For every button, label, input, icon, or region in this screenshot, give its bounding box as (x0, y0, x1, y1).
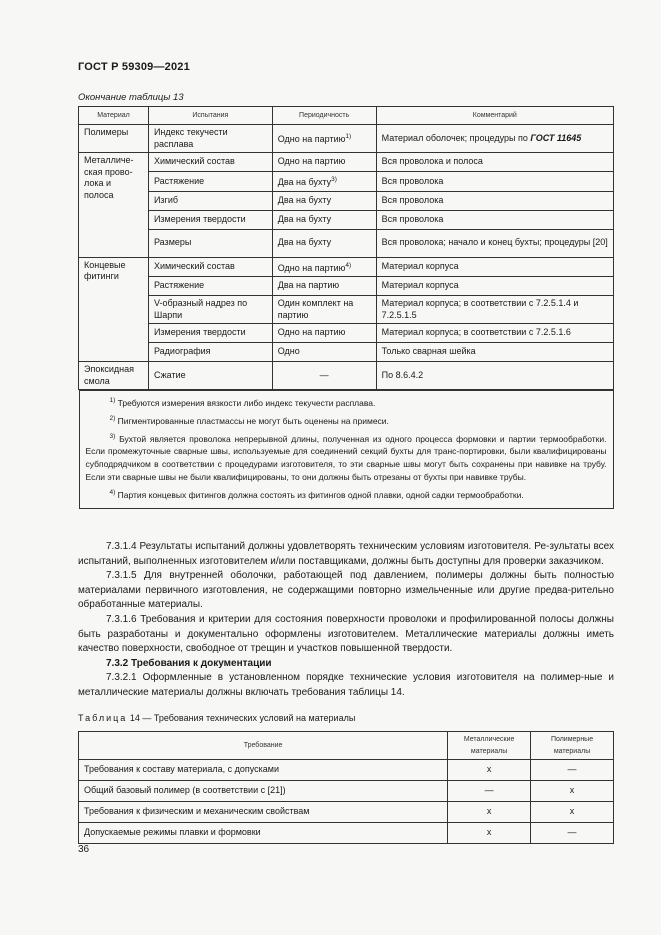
table-row (79, 277, 614, 296)
table-row (79, 172, 614, 192)
footnote (86, 394, 607, 410)
table13-notes (79, 390, 614, 509)
comment-text: Вся проволока; начало и конец бухты; процедуры [20] (381, 237, 608, 248)
test-cell: Сжатие (148, 362, 272, 390)
period-cell (272, 362, 376, 390)
period-cell (272, 343, 376, 362)
comment-text: Материал корпуса (381, 280, 459, 291)
test-cell: Размеры (148, 229, 272, 257)
comment-cell (376, 125, 613, 153)
column-header: Материал (79, 107, 149, 125)
period-cell (272, 153, 376, 172)
comment-cell (376, 153, 613, 172)
material-cell: Эпоксидная смола (79, 362, 149, 390)
test-cell: Растяжение (148, 172, 272, 192)
table-row (79, 781, 614, 802)
table-row (79, 362, 614, 390)
test-cell: Измерения твердости (148, 324, 272, 343)
page-number: 36 (78, 844, 90, 855)
requirement-cell: Требования к составу материала, с допусками (79, 760, 448, 781)
footnote-mark: 2) (109, 414, 116, 422)
material-cell: Концевые фитинги (79, 257, 149, 362)
polymer-cell: x (531, 802, 614, 823)
period-text: Одно на партию (277, 134, 346, 145)
table-row (79, 229, 614, 257)
paragraph: 7.3.1.4 Результаты испытаний должны удовлетворять техническим условиям изготовителя. Ре-зультаты всех испытаний, выполненных изготовителем и/или поставщиками, должны быть доступны для проверки заказчиком. (78, 541, 614, 567)
table-row (79, 153, 614, 172)
period-text: Два на партию (277, 280, 340, 291)
table14-label: Таблица (78, 713, 128, 723)
table14-number: 14 (129, 713, 140, 723)
footnote-text: Пигментированные пластмассы не могут быть оценены на примеси. (117, 415, 389, 426)
table-row (79, 210, 614, 229)
comment-cell (376, 172, 613, 192)
table13-caption: Окончание таблицы 13 (78, 92, 184, 103)
footnote-ref: 1) (345, 133, 352, 141)
table-row (79, 324, 614, 343)
period-cell (272, 296, 376, 324)
polymer-cell: x (531, 781, 614, 802)
requirement-cell: Общий базовый полимер (в соответствии с [21]) (79, 781, 448, 802)
comment-text: Материал корпуса; в соответствии с 7.2.5.1.6 (381, 327, 571, 338)
period-text: Один комплект на партию (277, 298, 354, 320)
paragraph: 7.3.1.5 Для внутренней оболочки, работающей под давлением, полимеры должны быть полностью материалами первичного изготовления, не содержащими повторно измельченные или другие предва-рительно обработанные материалы. (78, 570, 614, 611)
test-cell: Радиография (148, 343, 272, 362)
period-cell (272, 125, 376, 153)
footnote (86, 412, 607, 428)
table14-title: — Требования технических условий на материалы (142, 713, 356, 723)
column-header: Периодичность (272, 107, 376, 125)
standard-header: ГОСТ Р 59309—2021 (78, 61, 190, 73)
period-cell (272, 277, 376, 296)
table-row (79, 257, 614, 277)
period-cell (272, 172, 376, 192)
period-text: Одно на партию (277, 156, 346, 167)
table-13 (78, 106, 614, 509)
table-row (79, 760, 614, 781)
table-row (79, 296, 614, 324)
comment-cell (376, 296, 613, 324)
period-text: Одно (277, 346, 300, 357)
comment-text: По 8.6.4.2 (381, 369, 424, 380)
period-text: Два на бухту (277, 237, 332, 248)
comment-cell (376, 210, 613, 229)
table14-body (79, 760, 614, 844)
test-cell: Растяжение (148, 277, 272, 296)
test-cell: Индекс текучести расплава (148, 125, 272, 153)
test-cell: Химический состав (148, 153, 272, 172)
table-row (79, 823, 614, 844)
footnote (86, 486, 607, 502)
comment-cell (376, 191, 613, 210)
comment-cell (376, 343, 613, 362)
table-14 (78, 731, 614, 844)
test-cell: Химический состав (148, 257, 272, 277)
comment-text: Материал корпуса; в соответствии с 7.2.5.1.4 и 7.2.5.1.5 (381, 298, 579, 320)
comment-cell (376, 257, 613, 277)
comment-text: Вся проволока (381, 175, 444, 186)
metal-cell: x (448, 760, 531, 781)
period-cell (272, 191, 376, 210)
metal-cell: x (448, 823, 531, 844)
period-text: Два на бухту (277, 194, 332, 205)
footnote-mark: 4) (109, 489, 116, 497)
comment-text: Материал оболочек; процедуры по (381, 132, 528, 143)
footnote-mark: 3) (109, 432, 116, 440)
table14-caption (78, 713, 355, 723)
comment-cell (376, 229, 613, 257)
comment-cell (376, 277, 613, 296)
period-text: Два на бухту (277, 177, 332, 187)
standard-ref: ГОСТ 11645 (530, 132, 582, 143)
period-text: — (319, 369, 329, 380)
period-text: Одно на партию (277, 262, 346, 273)
period-text: Одно на партию (277, 327, 346, 338)
section-heading: 7.3.2 Требования к документации (106, 657, 272, 669)
paragraph: 7.3.2.1 Оформленные в установленном порядке технические условия изготовителя на полимер-ные и металлические материалы должны включать требования таблицы 14. (78, 672, 614, 698)
paragraph: 7.3.1.6 Требования и критерии для состояния поверхности проволоки и профилированной полосы должны быть разработаны и документально оформлены изготовителем. Металлические материалы должны иметь качество поверхности, свободное от трещин и участков повышенной твердости. (78, 613, 614, 655)
comment-text: Вся проволока и полоса (381, 156, 483, 167)
comment-text: Только сварная шейка (381, 346, 476, 357)
metal-cell: — (448, 781, 531, 802)
column-header: Полимерные материалы (531, 732, 614, 760)
footnote (86, 430, 607, 485)
column-header: Требование (79, 732, 448, 760)
comment-text: Вся проволока (381, 194, 444, 205)
footnote-ref: 4) (345, 261, 352, 269)
material-cell: Металличе-ская прово-лока и полоса (79, 153, 149, 258)
test-cell: Измерения твердости (148, 210, 272, 229)
comment-text: Материал корпуса (381, 261, 459, 271)
requirement-cell: Требования к физическим и механическим свойствам (79, 802, 448, 823)
footnote-text: Партия концевых фитингов должна состоять из фитингов одной плавки, одной садки термообработки. (117, 490, 524, 501)
period-cell (272, 229, 376, 257)
body-text (78, 540, 614, 701)
polymer-cell: — (531, 823, 614, 844)
period-cell (272, 257, 376, 277)
comment-cell (376, 362, 613, 390)
column-header: Испытания (148, 107, 272, 125)
test-cell: Изгиб (148, 191, 272, 210)
metal-cell: x (448, 802, 531, 823)
column-header: Комментарий (376, 107, 613, 125)
table-row (79, 125, 614, 153)
table-row (79, 802, 614, 823)
period-cell (272, 324, 376, 343)
column-header: Металлические материалы (448, 732, 531, 760)
period-text: Два на бухту (277, 213, 332, 224)
table-row (79, 191, 614, 210)
test-cell: V-образный надрез по Шарпи (148, 296, 272, 324)
requirement-cell: Допускаемые режимы плавки и формовки (79, 823, 448, 844)
footnote-text: Бухтой является проволока непрерывной длины, полученная из одного процесса формовки и партии термообработки. Если промежуточные сварные швы, используемые для соединений секций бухты для транс-портировки, были квалифицированы субподрядчиком в соответствии с процедурами изготовителя, то эти сварные швы могут быть сохранены при навивке на трубу. Если эти сварные швы не были квалифицированы, то они должны быть отрезаны от бухты при навивке трубы. (85, 433, 607, 483)
footnote-ref: 3) (331, 176, 337, 183)
comment-text: Вся проволока (381, 213, 444, 224)
table13-body (79, 125, 614, 390)
table-row (79, 343, 614, 362)
polymer-cell: — (531, 760, 614, 781)
period-cell (272, 210, 376, 229)
footnote-text: Требуются измерения вязкости либо индекс текучести расплава. (117, 397, 376, 408)
footnote-mark: 1) (109, 397, 116, 404)
comment-cell (376, 324, 613, 343)
material-cell: Полимеры (79, 125, 149, 153)
